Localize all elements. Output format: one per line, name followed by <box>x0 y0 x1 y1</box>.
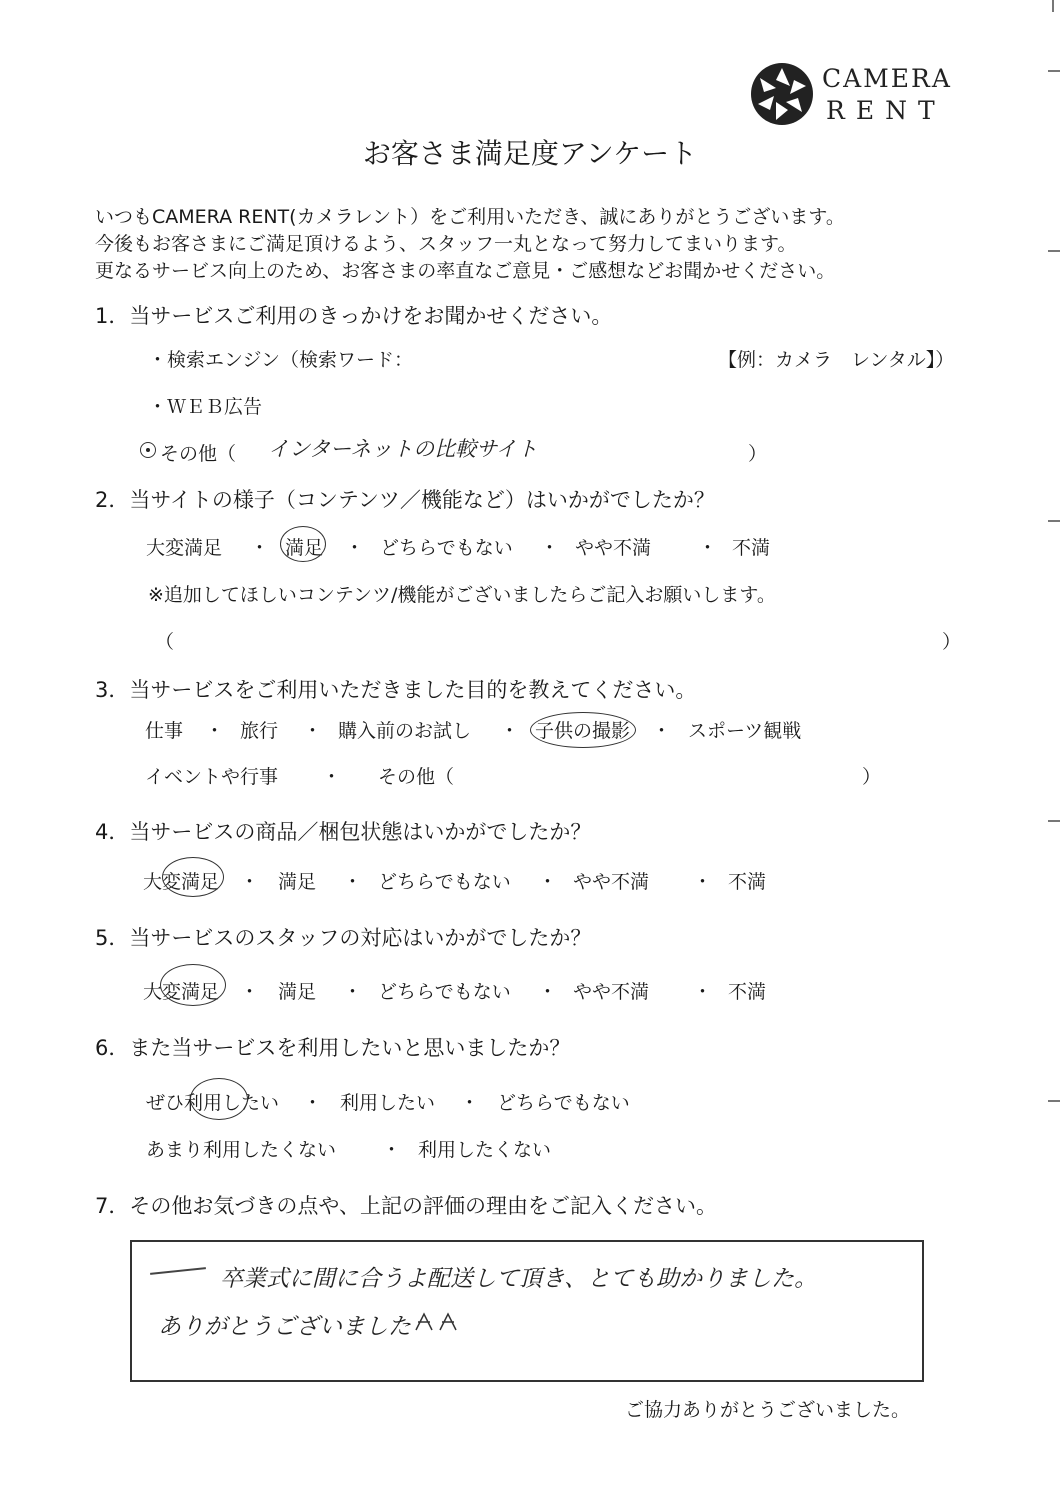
q2-option-very-satisfied: 大変満足 <box>146 537 223 559</box>
q4-option-slightly-dissatisfied: やや不満 <box>573 871 650 893</box>
q1-option-other: その他（ <box>160 443 237 465</box>
separator: ・ <box>343 981 363 1003</box>
separator: ・ <box>303 1092 323 1114</box>
separator: ・ <box>460 1092 480 1114</box>
q3-option-trial: 購入前のお試し <box>338 720 472 742</box>
q2-open-paren: （ <box>155 631 175 653</box>
q1-other-answer: インターネットの比較サイト <box>268 437 538 461</box>
q4-option-neutral: どちらでもない <box>378 871 511 893</box>
logo <box>750 60 950 130</box>
q4-selected-mark <box>162 857 224 897</box>
separator: ・ <box>540 537 560 559</box>
q5-option-slightly-dissatisfied: やや不満 <box>573 981 650 1003</box>
separator: ・ <box>538 981 558 1003</box>
q1-other-check <box>140 442 156 458</box>
separator: ・ <box>693 871 713 893</box>
q3-option-other: その他（ <box>378 766 455 788</box>
separator: ・ <box>345 537 365 559</box>
logo-text-camera: CAMERA <box>822 64 952 93</box>
q6-option-neutral: どちらでもない <box>497 1092 630 1114</box>
separator: ・ <box>303 720 323 742</box>
question-1: 1．当サービスご利用のきっかけをお聞かせください。 <box>95 304 613 328</box>
separator: ・ <box>343 871 363 893</box>
sparkle-doodle-icon <box>412 1310 464 1336</box>
q2-option-slightly-dissatisfied: やや不満 <box>575 537 652 559</box>
q6-option-no: 利用したくない <box>418 1139 552 1161</box>
q4-option-satisfied: 満足 <box>278 871 317 893</box>
q2-option-satisfied: 満足 <box>285 537 324 559</box>
question-4: 4．当サービスの商品／梱包状態はいかがでしたか？ <box>95 820 592 844</box>
scan-edge-mark <box>1052 0 1054 12</box>
q3-option-events: イベントや行事 <box>145 766 279 788</box>
logo-text-rent: RENT <box>826 96 946 125</box>
q2-option-neutral: どちらでもない <box>380 537 513 559</box>
q2-close-paren: ） <box>942 631 962 653</box>
q1-option-web: ・ＷＥＢ広告 <box>148 396 263 418</box>
comment-line-2: ありがとうございました <box>158 1314 411 1340</box>
closing-message: ご協力ありがとうございました。 <box>625 1399 911 1421</box>
q2-note: ※追加してほしいコンテンツ/機能がございましたらご記入お願いします。 <box>148 584 776 606</box>
q5-selected-mark <box>160 964 226 1006</box>
separator: ・ <box>652 720 672 742</box>
q2-option-dissatisfied: 不満 <box>732 537 771 559</box>
intro-line-2: 今後もお客さまにご満足頂けるよう、スタッフ一丸となって努力してまいります。 <box>95 233 797 255</box>
q5-option-neutral: どちらでもない <box>378 981 511 1003</box>
q6-selected-mark <box>190 1078 248 1120</box>
scan-edge-mark <box>1048 520 1060 522</box>
q3-option-children: 子供の撮影 <box>535 720 631 742</box>
separator: ・ <box>322 766 342 788</box>
scan-edge-mark <box>1048 70 1060 72</box>
aperture-icon <box>750 62 814 126</box>
q5-option-dissatisfied: 不満 <box>728 981 767 1003</box>
q6-option-not-much: あまり利用したくない <box>146 1139 337 1161</box>
q5-option-very-satisfied: 大変満足 <box>143 981 220 1003</box>
separator: ・ <box>382 1139 402 1161</box>
scan-edge-mark <box>1048 250 1060 252</box>
scan-edge-mark <box>1048 1100 1060 1102</box>
separator: ・ <box>205 720 225 742</box>
intro-line-1: いつもCAMERA RENT(カメラレント）をご利用いただき、誠にありがとうございます。 <box>95 206 845 228</box>
q3-option-work: 仕事 <box>145 720 184 742</box>
q4-option-very-satisfied: 大変満足 <box>143 871 220 893</box>
q3-close-paren: ） <box>862 766 882 788</box>
q4-option-dissatisfied: 不満 <box>728 871 767 893</box>
q1-close-paren: ） <box>748 443 768 465</box>
q1-option-search: ・検索エンジン（検索ワード： <box>148 349 414 371</box>
q3-option-travel: 旅行 <box>240 720 279 742</box>
question-2: 2．当サイトの様子（コンテンツ／機能など）はいかがでしたか？ <box>95 488 715 512</box>
separator: ・ <box>250 537 270 559</box>
question-6: 6．また当サービスを利用したいと思いましたか？ <box>95 1036 571 1060</box>
separator: ・ <box>240 981 260 1003</box>
q6-option-yes: 利用したい <box>340 1092 436 1114</box>
separator: ・ <box>698 537 718 559</box>
page-title: お客さま満足度アンケート <box>362 137 698 170</box>
q6-option-definitely: ぜひ利用したい <box>146 1092 280 1114</box>
scan-edge-mark <box>1048 820 1060 822</box>
q3-option-sports: スポーツ観戦 <box>688 720 802 742</box>
q5-option-satisfied: 満足 <box>278 981 317 1003</box>
question-3: 3．当サービスをご利用いただきました目的を教えてください。 <box>95 678 697 702</box>
question-7: 7．その他お気づきの点や、上記の評価の理由をご記入ください。 <box>95 1194 717 1218</box>
comment-line-1: 卒業式に間に合うよ配送して頂き、とても助かりました。 <box>220 1266 818 1292</box>
separator: ・ <box>240 871 260 893</box>
separator: ・ <box>500 720 520 742</box>
separator: ・ <box>538 871 558 893</box>
q2-selected-mark <box>280 526 326 562</box>
q1-search-example: 【例：カメラ レンタル】） <box>718 349 955 371</box>
separator: ・ <box>693 981 713 1003</box>
intro-line-3: 更なるサービス向上のため、お客さまの率直なご意見・ご感想などお聞かせください。 <box>95 260 836 282</box>
q3-selected-mark <box>530 712 636 748</box>
question-5: 5．当サービスのスタッフの対応はいかがでしたか？ <box>95 926 592 950</box>
